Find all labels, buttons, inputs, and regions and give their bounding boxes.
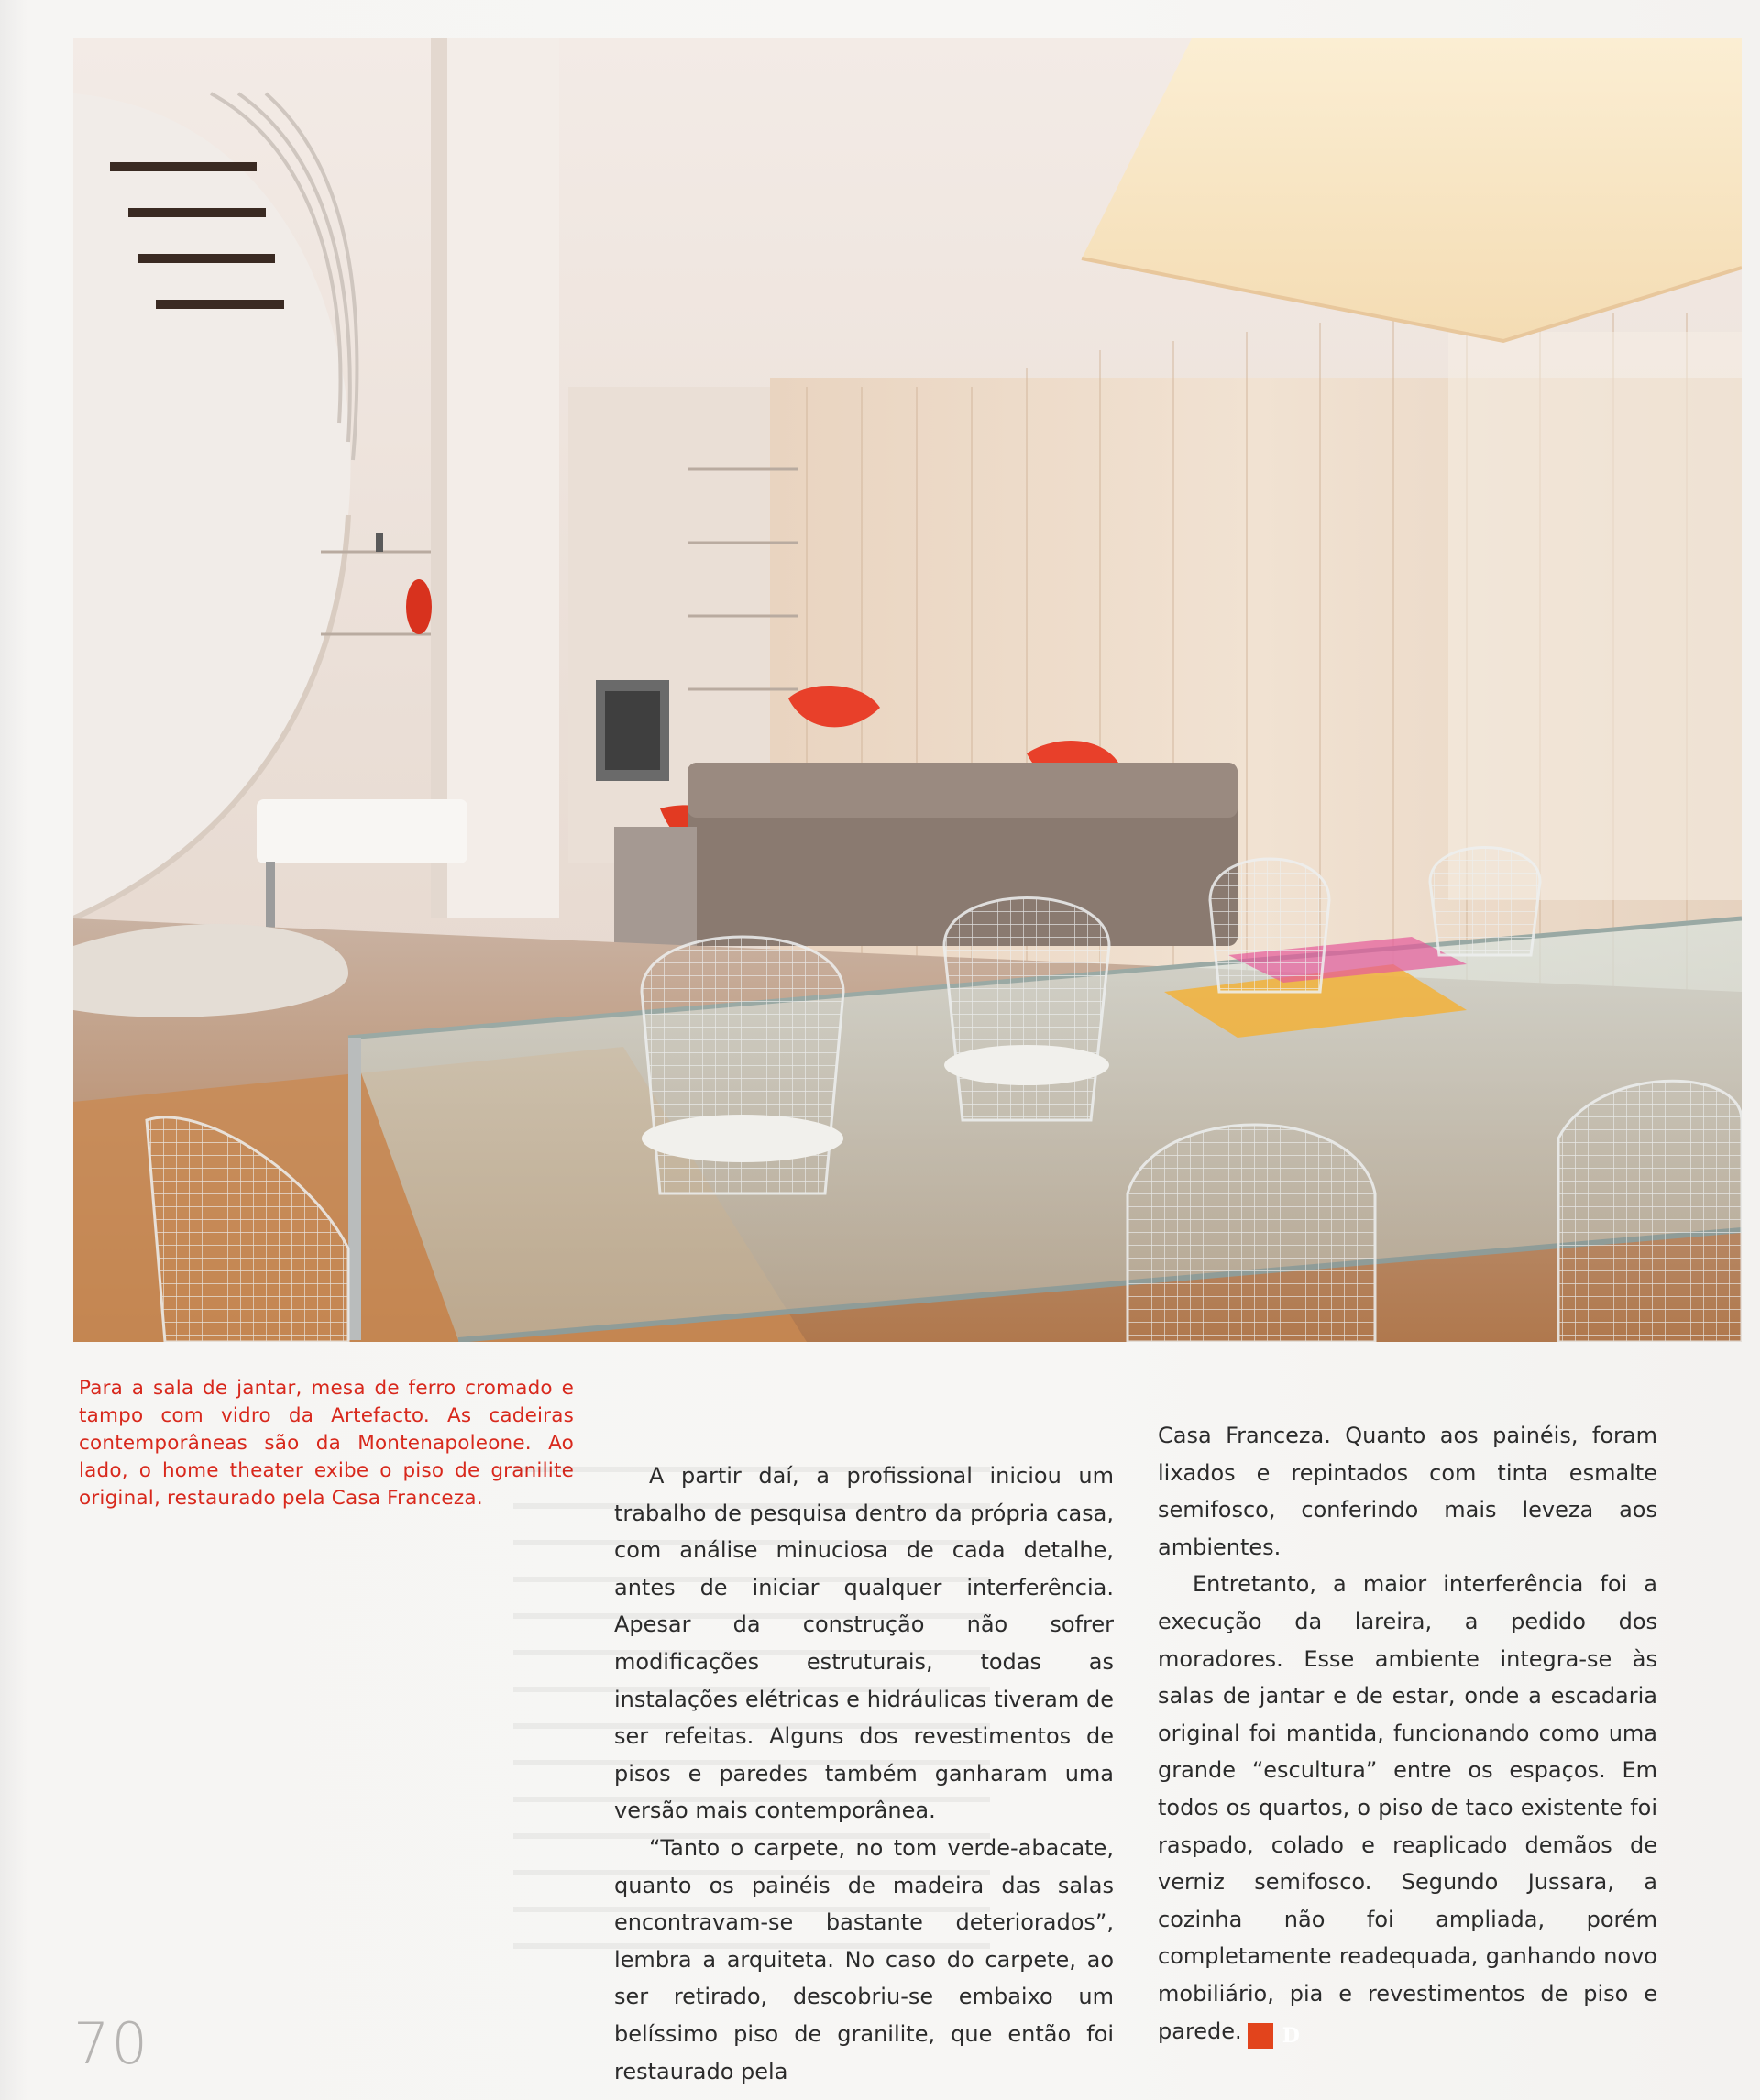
column1-paragraph-2: “Tanto o carpete, no tom verde-abacate, quanto os painéis de madeira das salas encontravam-se bastante deteriorados”, lembra a arquiteta. No caso do carpete, ao ser retirado, descobriu-se embaixo um belíssimo piso de granilite, que então foi restaurado pela xyxy=(614,1834,1114,2084)
column2-paragraph-2-text: Entretanto, a maior interferência foi a execução da lareira, a pedido dos moradores. Esse ambiente integra-se às salas de jantar e de estar, onde a escadaria original foi mantida, funcionando como uma grande “escultura” entre os espaços. Em todos os quartos, o piso de taco existente foi raspado, colado e reaplicado demãos de verniz semifosco. Segundo Jussara, a cozinha não foi ampliada, porém completamente readequada, ganhando novo mobiliário, pia e revestimentos de piso e parede. xyxy=(1158,1571,1657,2044)
page-number: 70 xyxy=(73,2010,149,2077)
column2-paragraph-2 xyxy=(1158,1566,1657,2050)
article-column-1 xyxy=(614,1457,1114,2090)
end-mark-logo-icon: D xyxy=(1248,2023,1273,2049)
caption-text: Para a sala de jantar, mesa de ferro cromado e tampo com vidro da Artefacto. As cadeiras contemporâneas são da Montenapoleone. Ao lado, o home theater exibe o piso de granilite original, restaurado pela Casa Franceza. xyxy=(79,1377,574,1510)
photo-caption xyxy=(79,1375,574,1512)
column1-paragraph-1: A partir daí, a profissional iniciou um trabalho de pesquisa dentro da própria casa, com análise minuciosa de cada detalhe, antes de iniciar qualquer interferência. Apesar da construção não sofrer modificações estruturais, todas as instalações elétricas e hidráulicas tiveram de ser refeitas. Alguns dos revestimentos de pisos e paredes também ganharam uma versão mais contemporânea. xyxy=(614,1463,1114,1824)
article-column-2 xyxy=(1158,1417,1657,2050)
photo-illustration xyxy=(73,38,1742,1342)
column2-paragraph-1: Casa Franceza. Quanto aos painéis, foram lixados e repintados com tinta esmalte semifosco, conferindo mais leveza aos ambientes. xyxy=(1158,1423,1657,1560)
interior-dining-room-photo xyxy=(73,38,1742,1342)
